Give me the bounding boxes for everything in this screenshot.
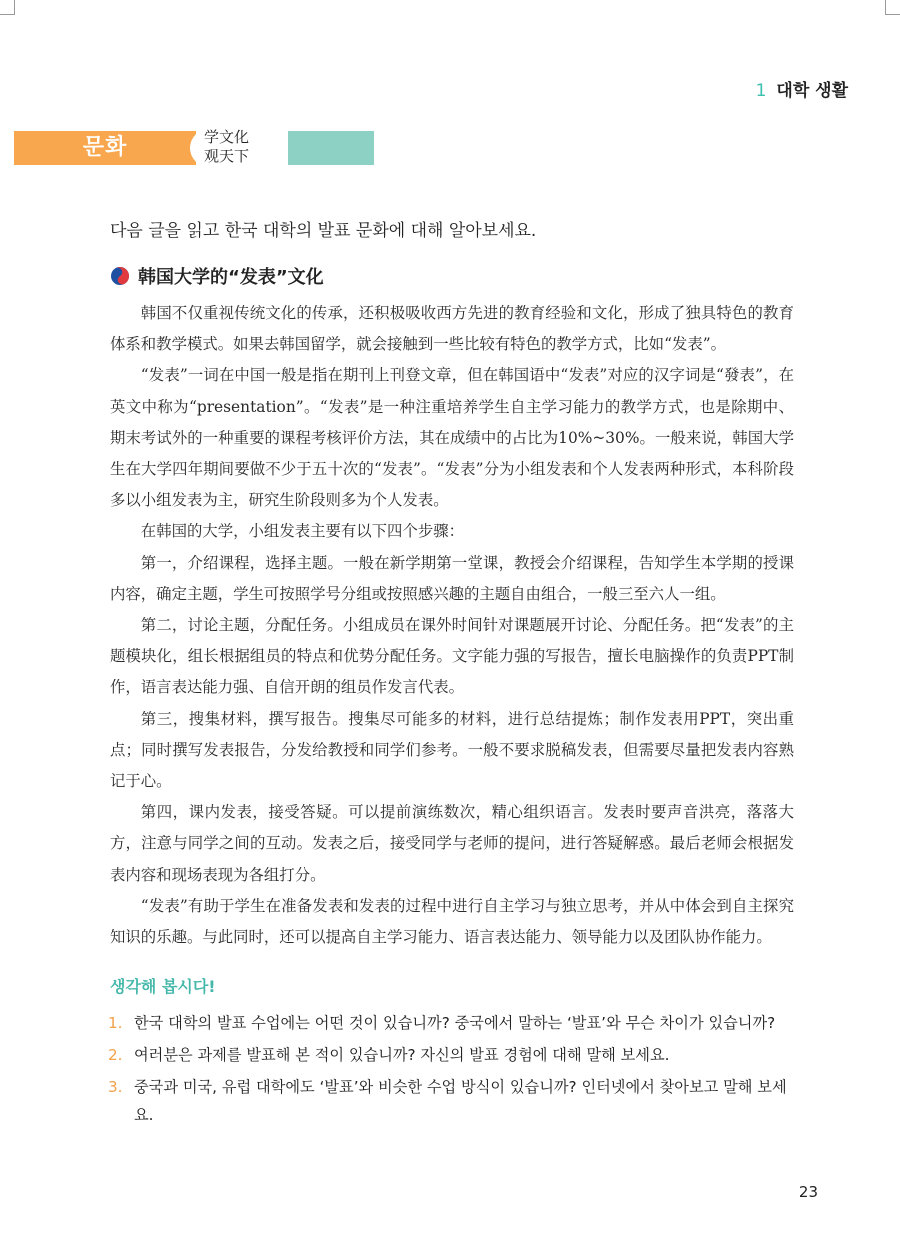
taegeuk-icon — [110, 266, 130, 286]
question-number: 1. — [108, 1014, 123, 1032]
discussion-title: 생각해 봅시다! — [110, 977, 216, 996]
paragraph: “发表”一词在中国一般是指在期刊上刊登文章，但在韩国语中“发表”对应的汉字词是“發表”，在英文中称为“presentation”。“发表”是一种注重培养学生自主学习能力的教学方式，也是除期中、期末考试外的一种重要的课程考核评价方法，其在成绩中的占比为10%~30%。一般来说，韩国大学生在大学四年期间要做不少于五十次的“发表”。“发表”分为小组发表和个人发表两种形式，本科阶段多以小组发表为主，研究生阶段则多为个人发表。 — [110, 366, 794, 510]
paragraph: “发表”有助于学生在准备发表和发表的过程中进行自主学习与独立思考，并从中体会到自主探究知识的乐趣。与此同时，还可以提高自主学习能力、语言表达能力、领导能力以及团队协作能力。 — [110, 896, 794, 947]
crop-mark-top-left — [0, 0, 15, 15]
paragraph: 第三，搜集材料，撰写报告。搜集尽可能多的材料，进行总结提炼；制作发表用PPT，突出重点；同时撰写发表报告，分发给教授和同学们参考。一般不要求脱稿发表，但需要尽量把发表内容熟记于心。 — [110, 709, 794, 791]
motto-line-2: 观天下 — [204, 147, 250, 165]
banner-motto — [204, 128, 274, 166]
discussion-questions — [108, 1009, 798, 1133]
page-number: 23 — [798, 1183, 818, 1201]
banner-teal-block — [288, 131, 374, 165]
motto-line-1: 学文化 — [204, 128, 250, 146]
question-text: 한국 대학의 발표 수업에는 어떤 것이 있습니까? 중국에서 말하는 ‘발표’와 무슨 차이가 있습니까? — [134, 1014, 776, 1032]
paragraph: 第二，讨论主题，分配任务。小组成员在课外时间针对课题展开讨论、分配任务。把“发表”的主题模块化，组长根据组员的特点和优势分配任务。文字能力强的写报告，擅长电脑操作的负责PPT制作，语言表达能力强、自信开朗的组员作发言代表。 — [110, 616, 794, 697]
paragraph: 第一，介绍课程，选择主题。一般在新学期第一堂课，教授会介绍课程，告知学生本学期的授课内容，确定主题，学生可按照学号分组或按照感兴趣的主题自由组合，一般三至六人一组。 — [110, 553, 794, 603]
list-item — [108, 1073, 798, 1129]
section-title — [110, 263, 324, 289]
question-number: 3. — [108, 1078, 123, 1096]
list-item — [108, 1009, 798, 1037]
culture-banner — [14, 128, 374, 165]
crop-mark-top-right — [885, 0, 900, 15]
banner-label: 문화 — [14, 131, 196, 165]
question-text: 여러분은 과제를 발표해 본 적이 있습니까? 자신의 발표 경험에 대해 말해 보세요. — [134, 1046, 670, 1064]
question-text: 중국과 미국, 유럽 대학에도 ‘발표’와 비슷한 수업 방식이 있습니까? 인터넷에서 찾아보고 말해 보세요. — [134, 1078, 787, 1124]
article-body — [110, 298, 794, 953]
paragraph: 第四，课内发表，接受答疑。可以提前演练数次，精心组织语言。发表时要声音洪亮，落落大方，注意与同学之间的互动。发表之后，接受同学与老师的提问，进行答疑解惑。最后老师会根据发表内容和现场表现为各组打分。 — [110, 803, 794, 884]
section-title-text: 韩国大学的“发表”文化 — [138, 267, 324, 288]
paragraph: 韩国不仅重视传统文化的传承，还积极吸收西方先进的教育经验和文化，形成了独具特色的教育体系和教学模式。如果去韩国留学，就会接触到一些比较有特色的教学方式，比如“发表”。 — [110, 304, 794, 354]
running-head — [756, 76, 848, 101]
chapter-number: 1 — [755, 81, 767, 101]
question-number: 2. — [108, 1046, 123, 1064]
chapter-title: 대학 생활 — [776, 81, 848, 101]
paragraph: 在韩国的大学，小组发表主要有以下四个步骤： — [140, 522, 465, 541]
instruction-text: 다음 글을 읽고 한국 대학의 발표 문화에 대해 알아보세요. — [110, 221, 537, 241]
list-item — [108, 1041, 798, 1069]
